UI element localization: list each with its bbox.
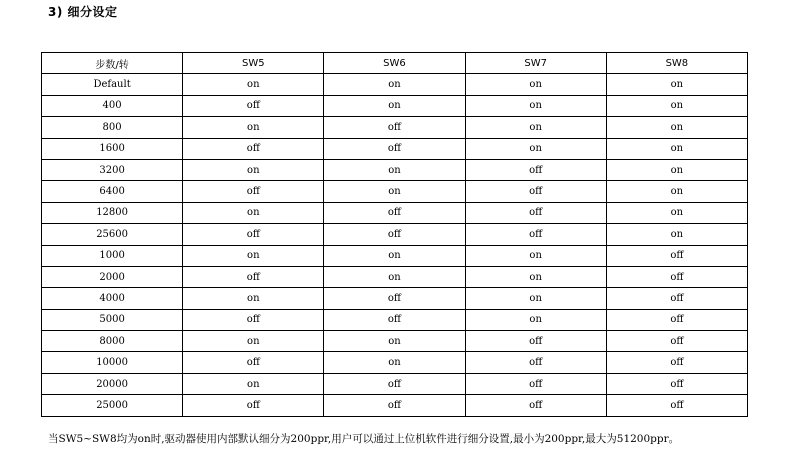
cell-steps: 25000 (42, 395, 183, 416)
cell-sw5: off (183, 352, 324, 373)
table-row (42, 288, 748, 309)
header-sw8: SW8 (606, 53, 747, 74)
table-row (42, 352, 748, 373)
microstep-settings-table (41, 52, 748, 417)
cell-sw6: off (324, 309, 465, 330)
cell-sw6: on (324, 245, 465, 266)
cell-sw8: on (606, 202, 747, 223)
cell-sw5: on (183, 159, 324, 180)
cell-steps: 8000 (42, 331, 183, 352)
cell-sw6: on (324, 266, 465, 287)
cell-sw6: on (324, 331, 465, 352)
cell-sw8: on (606, 159, 747, 180)
cell-sw5: on (183, 245, 324, 266)
cell-sw5: on (183, 117, 324, 138)
cell-sw8: on (606, 117, 747, 138)
table-row (42, 159, 748, 180)
cell-steps: 25600 (42, 224, 183, 245)
cell-sw7: on (465, 138, 606, 159)
cell-sw8: off (606, 245, 747, 266)
cell-sw6: on (324, 181, 465, 202)
cell-sw8: off (606, 331, 747, 352)
cell-sw8: on (606, 74, 747, 95)
cell-sw6: off (324, 288, 465, 309)
cell-sw5: off (183, 266, 324, 287)
cell-sw8: off (606, 352, 747, 373)
cell-sw5: on (183, 288, 324, 309)
cell-steps: 10000 (42, 352, 183, 373)
cell-sw5: on (183, 202, 324, 223)
cell-sw8: off (606, 373, 747, 394)
cell-sw8: on (606, 224, 747, 245)
cell-sw7: on (465, 117, 606, 138)
cell-sw6: on (324, 74, 465, 95)
cell-sw7: on (465, 266, 606, 287)
cell-steps: 5000 (42, 309, 183, 330)
cell-sw6: off (324, 202, 465, 223)
footnote: 当SW5~SW8均为on时,驱动器使用内部默认细分为200ppr,用户可以通过上位机软件进行细分设置,最小为200ppr,最大为51200ppr。 (48, 433, 680, 445)
cell-sw7: on (465, 245, 606, 266)
table-row (42, 245, 748, 266)
table-row (42, 181, 748, 202)
table-row (42, 117, 748, 138)
cell-sw7: off (465, 224, 606, 245)
cell-steps: 1600 (42, 138, 183, 159)
cell-sw5: on (183, 74, 324, 95)
cell-steps: 6400 (42, 181, 183, 202)
cell-sw5: off (183, 224, 324, 245)
cell-sw6: off (324, 138, 465, 159)
cell-sw7: off (465, 202, 606, 223)
table-header-row (42, 53, 748, 74)
cell-sw8: off (606, 266, 747, 287)
cell-sw7: off (465, 373, 606, 394)
cell-sw8: on (606, 95, 747, 116)
table-row (42, 373, 748, 394)
cell-steps: Default (42, 74, 183, 95)
cell-sw6: on (324, 352, 465, 373)
cell-steps: 4000 (42, 288, 183, 309)
cell-sw6: on (324, 95, 465, 116)
cell-sw7: off (465, 181, 606, 202)
cell-steps: 1000 (42, 245, 183, 266)
cell-steps: 20000 (42, 373, 183, 394)
cell-sw6: off (324, 373, 465, 394)
header-sw5: SW5 (183, 53, 324, 74)
table-row (42, 138, 748, 159)
table-row (42, 202, 748, 223)
cell-sw8: off (606, 309, 747, 330)
cell-sw8: off (606, 395, 747, 416)
table-row (42, 266, 748, 287)
cell-steps: 800 (42, 117, 183, 138)
cell-steps: 3200 (42, 159, 183, 180)
table-row (42, 309, 748, 330)
cell-sw7: on (465, 74, 606, 95)
cell-sw7: off (465, 352, 606, 373)
cell-sw6: off (324, 395, 465, 416)
cell-sw5: off (183, 395, 324, 416)
cell-sw7: on (465, 288, 606, 309)
cell-sw8: on (606, 138, 747, 159)
cell-sw5: on (183, 331, 324, 352)
table-row (42, 224, 748, 245)
cell-sw5: off (183, 181, 324, 202)
header-sw6: SW6 (324, 53, 465, 74)
table-row (42, 395, 748, 416)
table-row (42, 331, 748, 352)
cell-sw5: off (183, 95, 324, 116)
cell-sw8: off (606, 288, 747, 309)
cell-steps: 2000 (42, 266, 183, 287)
table-row (42, 74, 748, 95)
cell-sw5: on (183, 373, 324, 394)
cell-sw7: off (465, 395, 606, 416)
cell-sw7: off (465, 331, 606, 352)
header-sw7: SW7 (465, 53, 606, 74)
cell-sw5: off (183, 309, 324, 330)
cell-sw5: off (183, 138, 324, 159)
cell-steps: 400 (42, 95, 183, 116)
cell-sw8: on (606, 181, 747, 202)
cell-sw7: on (465, 309, 606, 330)
header-steps-per-rev: 步数/转 (42, 53, 183, 74)
table-row (42, 95, 748, 116)
cell-sw7: on (465, 95, 606, 116)
cell-sw6: on (324, 159, 465, 180)
cell-sw6: off (324, 117, 465, 138)
cell-steps: 12800 (42, 202, 183, 223)
cell-sw7: off (465, 159, 606, 180)
section-heading: 3) 细分设定 (48, 5, 118, 19)
cell-sw6: off (324, 224, 465, 245)
